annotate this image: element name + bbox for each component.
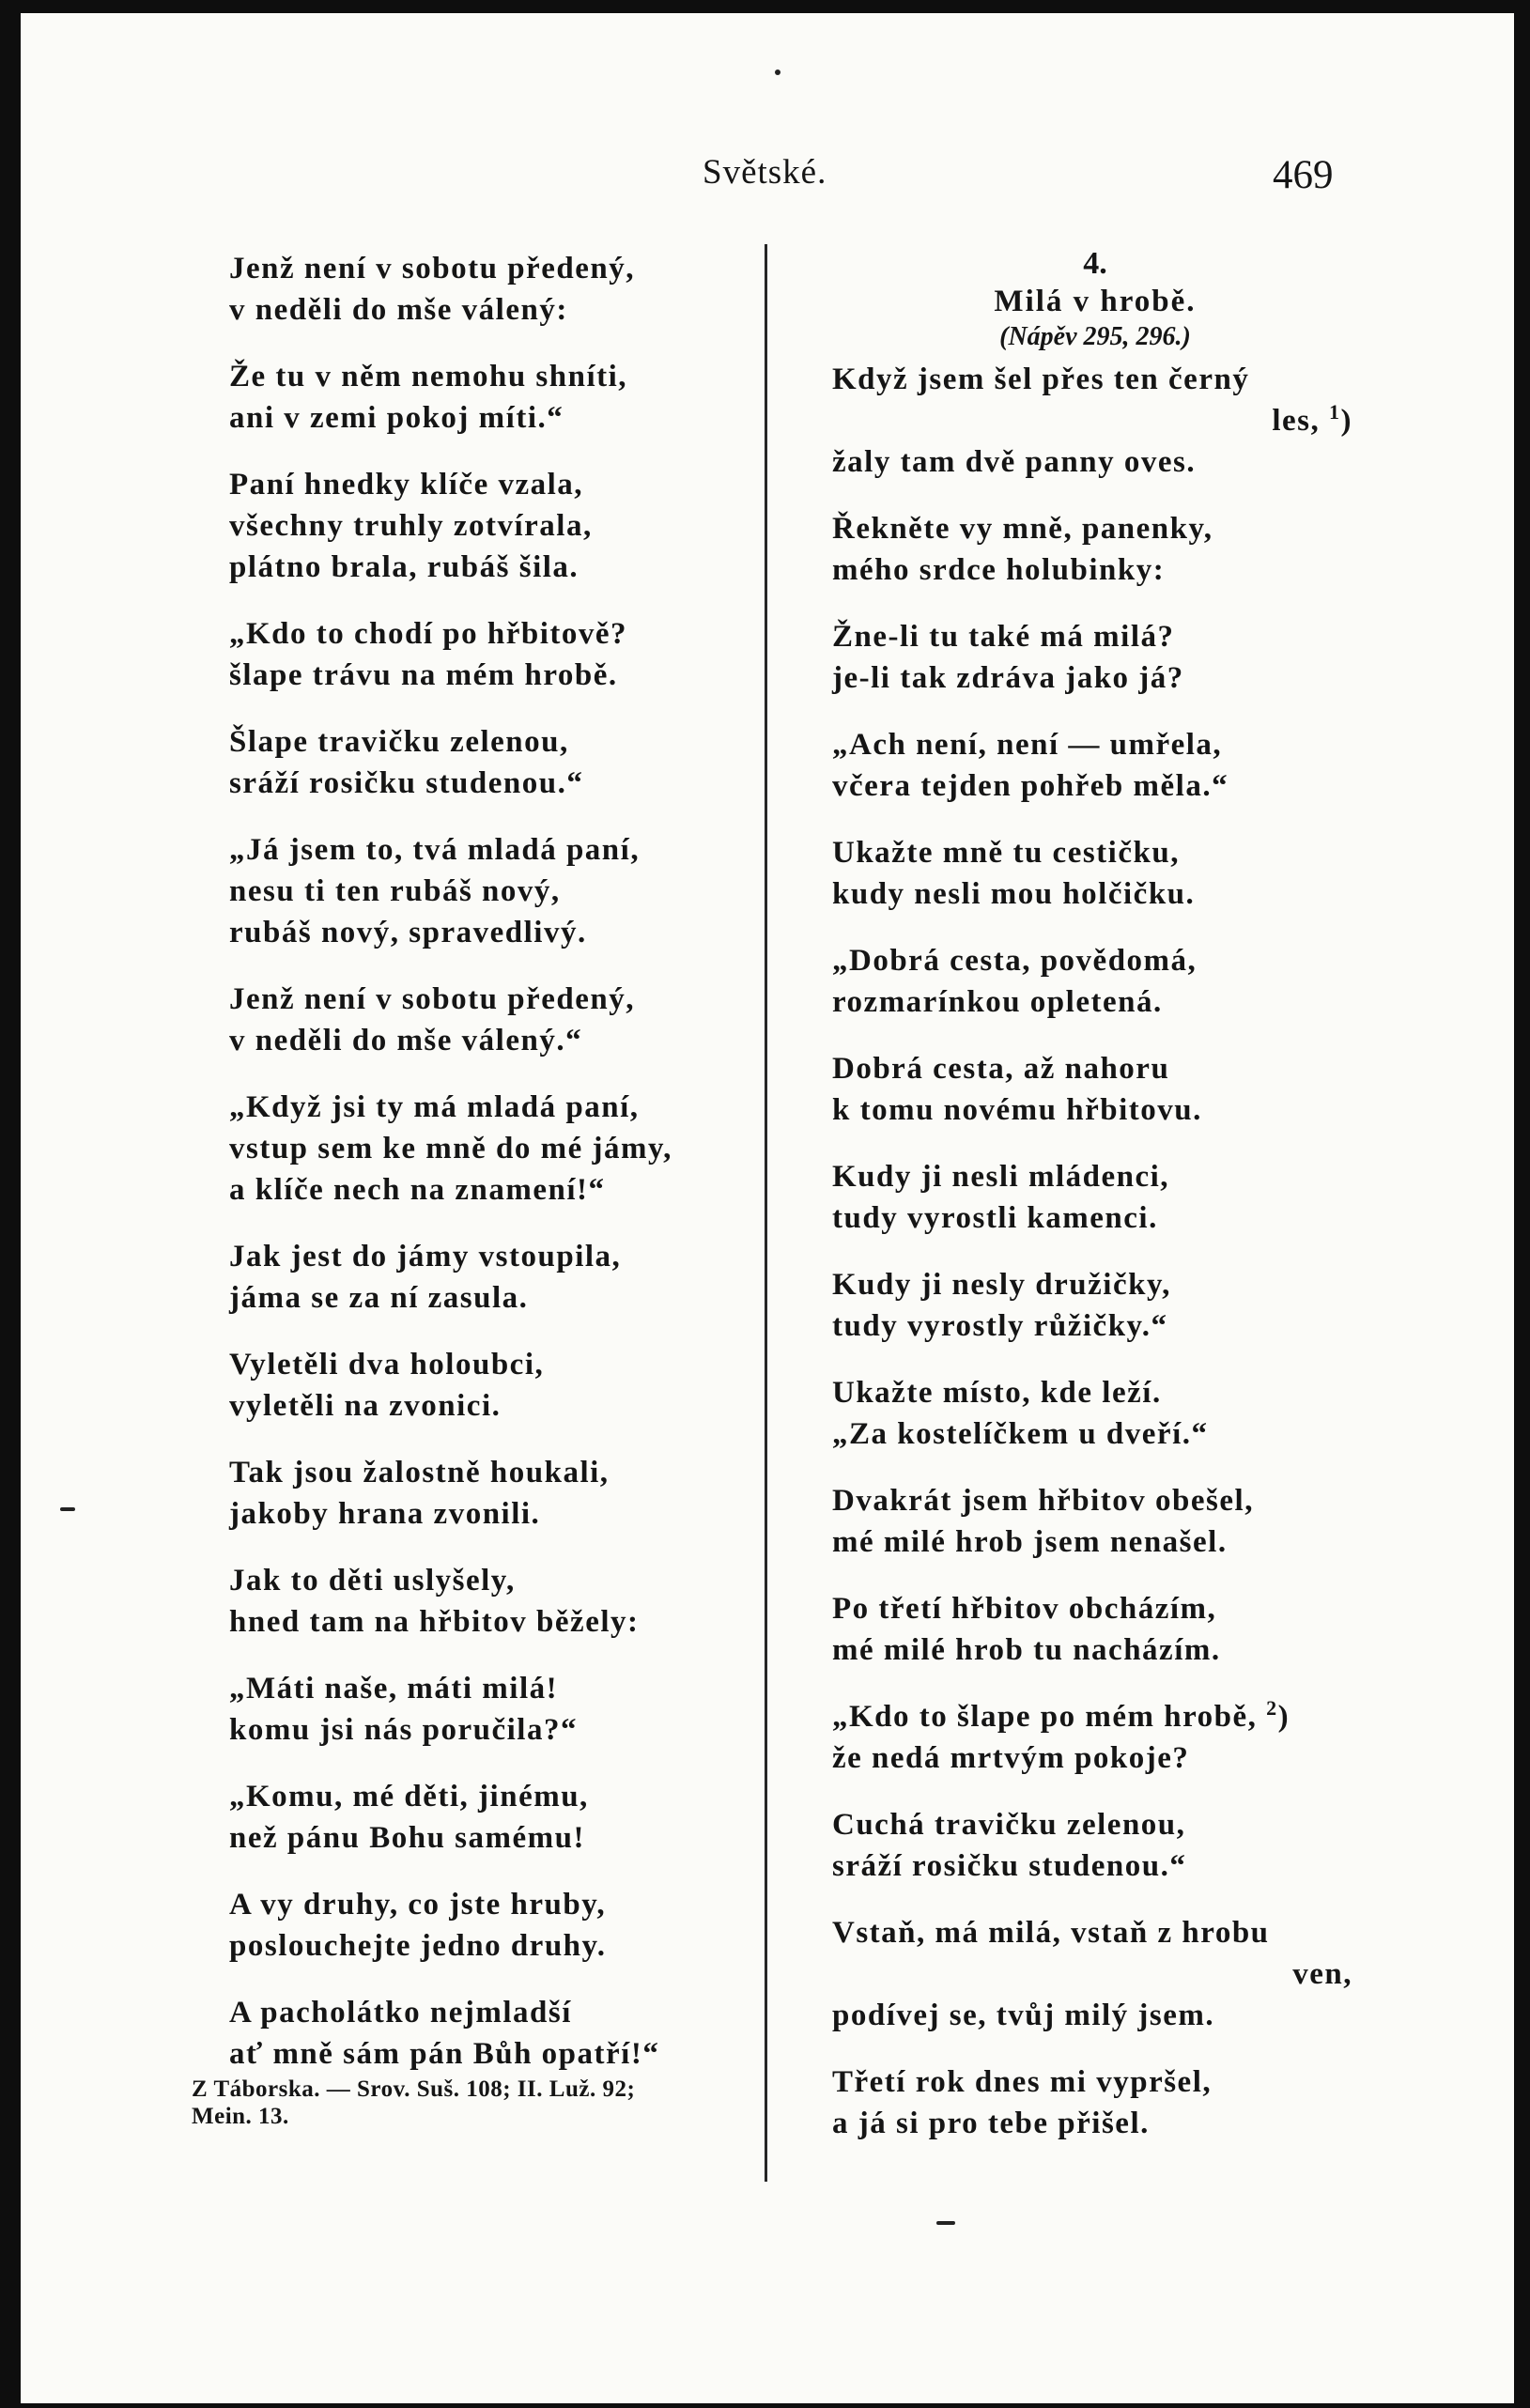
stanza <box>229 1884 755 1967</box>
verse-line: rozmarínkou opletená. <box>832 985 1163 1019</box>
verse-line: a já si pro tebe přišel. <box>832 2107 1150 2140</box>
left-stanzas <box>229 248 755 2075</box>
verse-line: Tak jsou žalostně houkali, <box>229 1456 610 1490</box>
footnote-marker: 1 <box>1329 400 1341 424</box>
verse-line: než pánu Bohu samému! <box>229 1821 585 1855</box>
stanza <box>229 1992 755 2075</box>
stanza <box>229 979 755 1061</box>
poem-number: 4. <box>1083 246 1107 281</box>
stanza <box>229 1560 755 1643</box>
verse-line: mého srdce holubinky: <box>832 553 1166 587</box>
verse-line: Kudy ji nesly družičky, <box>832 1268 1171 1302</box>
runover-text: les, <box>1272 404 1321 438</box>
verse-line: „Komu, mé děti, jinému, <box>229 1780 589 1814</box>
verse-line: Šlape travičku zelenou, <box>229 725 569 759</box>
source-note-line: Mein. 13. <box>192 2104 289 2129</box>
verse-line: všechny truhly zotvírala, <box>229 509 593 543</box>
verse-line: „Kdo to chodí po hřbitově? <box>229 617 628 651</box>
verse-line: rubáš nový, spravedlivý. <box>229 916 587 949</box>
print-speck <box>936 2221 955 2225</box>
verse-line: a klíče nech na znamení!“ <box>229 1173 606 1207</box>
verse-line: vstup sem ke mně do mé jámy, <box>229 1132 672 1165</box>
verse-line: A pacholátko nejmladší <box>229 1996 572 2030</box>
stanza <box>832 940 1358 1023</box>
stanza <box>229 721 755 804</box>
stanza <box>832 1372 1358 1455</box>
verse-line: Řekněte vy mně, panenky, <box>832 512 1213 546</box>
verse-line: jakoby hrana zvonili. <box>229 1497 541 1531</box>
verse-line: Jenž není v sobotu předený, <box>229 252 635 286</box>
stanza <box>229 1668 755 1751</box>
verse-line-runover: ven, <box>1292 1957 1352 1991</box>
stanza <box>832 1480 1358 1563</box>
right-column <box>832 244 1358 2169</box>
verse-line: vyletěli na zvonici. <box>229 1389 502 1423</box>
stanza <box>832 1588 1358 1671</box>
verse-line: Dobrá cesta, až nahoru <box>832 1052 1170 1086</box>
column-divider <box>765 244 767 2182</box>
running-header: Světské. <box>703 153 827 192</box>
verse-line: ať mně sám pán Bůh opatří!“ <box>229 2037 660 2071</box>
verse-line: žaly tam dvě panny oves. <box>832 445 1197 479</box>
print-speck <box>775 69 780 75</box>
verse-line: komu jsi nás poručila?“ <box>229 1713 578 1747</box>
verse-line: Když jsem šel přes ten černý <box>832 363 1250 396</box>
verse-line: že nedá mrtvým pokoje? <box>832 1741 1190 1775</box>
stanza <box>229 1776 755 1859</box>
stanza <box>832 508 1358 591</box>
verse-line: Kudy ji nesli mládenci, <box>832 1160 1170 1194</box>
verse-line: Po třetí hřbitov obcházím, <box>832 1592 1217 1626</box>
stanza <box>832 1264 1358 1347</box>
verse-line: Že tu v něm nemohu shníti, <box>229 360 628 394</box>
verse-line: je-li tak zdráva jako já? <box>832 661 1184 695</box>
verse-line: Dvakrát jsem hřbitov obešel, <box>832 1484 1254 1518</box>
verse-line: mé milé hrob tu nacházím. <box>832 1633 1221 1667</box>
left-column <box>192 248 755 2130</box>
stanza <box>832 832 1358 915</box>
stanza <box>229 1344 755 1427</box>
verse-line: Třetí rok dnes mi vypršel, <box>832 2065 1213 2099</box>
verse-line: Vstaň, má milá, vstaň z hrobu <box>832 1916 1270 1950</box>
right-stanzas <box>832 508 1358 1671</box>
stanza <box>229 464 755 588</box>
verse-line: „Máti naše, máti milá! <box>229 1672 559 1706</box>
verse-line: jáma se za ní zasula. <box>229 1281 529 1315</box>
footnote-marker: 2 <box>1266 1696 1278 1720</box>
verse-line: nesu ti ten rubáš nový, <box>229 874 561 908</box>
stanza <box>229 1087 755 1211</box>
poem-tune: (Nápěv 295, 296.) <box>999 322 1191 351</box>
verse-line: k tomu novému hřbitovu. <box>832 1093 1202 1127</box>
verse-line: Ukažte mně tu cestičku, <box>832 836 1180 870</box>
verse-line: ani v zemi pokoj míti.“ <box>229 401 564 435</box>
verse-line: podívej se, tvůj milý jsem. <box>832 1999 1215 2032</box>
verse-line: mé milé hrob jsem nenašel. <box>832 1525 1228 1559</box>
source-note <box>192 2076 755 2130</box>
verse-line: v neděli do mše válený.“ <box>229 1024 583 1057</box>
verse-text: „Kdo to šlape po mém hrobě, <box>832 1700 1258 1734</box>
verse-line: Ukažte místo, kde leží. <box>832 1376 1162 1410</box>
verse-line: Paní hnedky klíče vzala, <box>229 468 584 502</box>
stanza <box>832 2061 1358 2144</box>
stanza <box>229 1236 755 1319</box>
poem-title: Milá v hrobě. <box>994 285 1197 318</box>
stanza <box>832 1696 1358 1779</box>
verse-line: šlape trávu na mém hrobě. <box>229 658 618 692</box>
stanza <box>832 359 1358 483</box>
verse-line: sráží rosičku studenou.“ <box>229 766 584 800</box>
verse-line: včera tejden pohřeb měla.“ <box>832 769 1229 803</box>
stanza <box>832 1048 1358 1131</box>
stanza <box>832 724 1358 807</box>
stanza <box>229 356 755 439</box>
stanza <box>229 613 755 696</box>
verse-line: tudy vyrostli kamenci. <box>832 1201 1158 1235</box>
verse-line: sráží rosičku studenou.“ <box>832 1849 1187 1883</box>
stanza <box>229 829 755 953</box>
verse-line: Cuchá travičku zelenou, <box>832 1808 1186 1842</box>
verse-line: A vy druhy, co jste hruby, <box>229 1888 607 1922</box>
stanza <box>832 1912 1358 2036</box>
verse-line: „Kdo to šlape po mém hrobě, $^2$) <box>832 1696 1290 1734</box>
stanza <box>832 616 1358 699</box>
verse-line-runover: les, $^1$) <box>1272 400 1352 438</box>
verse-line: poslouchejte jedno druhy. <box>229 1929 607 1963</box>
verse-line: Jak to děti uslyšely, <box>229 1564 516 1598</box>
verse-line: tudy vyrostly růžičky.“ <box>832 1309 1168 1343</box>
verse-line: hned tam na hřbitov běžely: <box>229 1605 640 1639</box>
verse-line: plátno brala, rubáš šila. <box>229 550 580 584</box>
verse-line: „Já jsem to, tvá mladá paní, <box>229 833 641 867</box>
source-note-line: Z Táborska. — Srov. Suš. 108; II. Luž. 92; <box>192 2076 636 2102</box>
stanza <box>229 248 755 331</box>
book-page <box>21 13 1514 2403</box>
verse-line: „Za kostelíčkem u dveří.“ <box>832 1417 1209 1451</box>
print-speck <box>60 1507 75 1511</box>
stanza <box>229 1452 755 1535</box>
page-number: 469 <box>1273 153 1334 197</box>
verse-line: v neděli do mše válený: <box>229 293 568 327</box>
verse-line: „Když jsi ty má mladá paní, <box>229 1090 640 1124</box>
stanza <box>832 1156 1358 1239</box>
verse-line: Jak jest do jámy vstoupila, <box>229 1240 622 1273</box>
verse-line: Žne-li tu také má milá? <box>832 620 1175 654</box>
verse-line: „Dobrá cesta, povědomá, <box>832 944 1198 978</box>
verse-line: Jenž není v sobotu předený, <box>229 982 635 1016</box>
verse-line: Vyletěli dva holoubci, <box>229 1348 545 1382</box>
stanza <box>832 1804 1358 1887</box>
verse-line: kudy nesli mou holčičku. <box>832 877 1196 911</box>
verse-line: „Ach není, není — umřela, <box>832 728 1223 762</box>
